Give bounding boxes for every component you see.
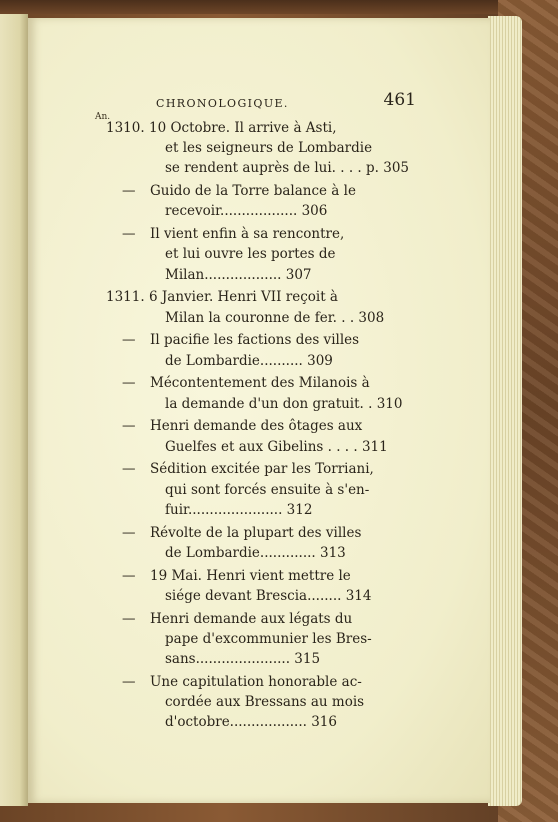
entry-line: fuir...................... 312 [165, 501, 313, 518]
cover-top-edge [0, 0, 558, 14]
entry-dash: — [122, 567, 136, 584]
entry-line: pape d'excommunier les Bres- [165, 630, 372, 647]
entry-line: Guelfes et aux Gibelins . . . . 311 [165, 438, 388, 455]
entry-dash: — [122, 418, 136, 435]
entry-line: 10 Octobre. Il arrive à Asti, [149, 120, 337, 136]
running-title: CHRONOLOGIQUE. [156, 97, 289, 110]
entry-dash: — [122, 332, 136, 349]
entry-line: 6 Janvier. Henri VII reçoit à [149, 289, 338, 306]
page-stack-edge [488, 16, 522, 806]
entry-dash: — [122, 610, 136, 627]
entry-dash: — [122, 461, 136, 478]
entry-dash: — [122, 524, 136, 541]
entry-line: et les seigneurs de Lombardie [165, 140, 373, 157]
entry-dash: — [122, 226, 136, 243]
entry-line: Mécontentement des Milanois à [150, 375, 370, 392]
entry-line: d'octobre.................. 316 [165, 714, 337, 731]
entry-line: Milan.................. 307 [165, 266, 312, 283]
page-number: 461 [383, 90, 416, 110]
entry-line: Guido de la Torre balance à le [150, 183, 356, 200]
entry-line: Révolte de la plupart des villes [150, 524, 362, 541]
entry-line: sans...................... 315 [165, 651, 321, 667]
entry-line: recevoir.................. 306 [165, 203, 328, 220]
entry-line: Sédition excitée par les Torriani, [150, 461, 374, 478]
entry-line: la demande d'un don gratuit. . 310 [165, 395, 403, 412]
page-header [156, 90, 416, 114]
entry-dash: — [122, 673, 136, 690]
marginal-mark: An. [95, 112, 111, 122]
entry-year: 1310. [106, 120, 145, 136]
entry-line: de Lombardie.......... 309 [165, 352, 333, 369]
entry-line: Henri demande aux légats du [150, 610, 353, 627]
entry-line: Il vient enfin à sa rencontre, [150, 226, 345, 243]
entry-line: Milan la couronne de fer. . . 308 [165, 309, 385, 326]
entry-line: Henri demande des ôtages aux [150, 418, 363, 435]
entry-line: Une capitulation honorable ac- [150, 673, 362, 690]
entry-dash: — [122, 183, 136, 200]
facing-page-edge [0, 14, 28, 806]
entry-line: de Lombardie............. 313 [165, 544, 346, 561]
entry-line: se rendent auprès de lui. . . . p. 305 [165, 160, 410, 177]
entry-line: et lui ouvre les portes de [165, 246, 336, 263]
entry-dash: — [122, 375, 136, 392]
entry-line: siége devant Brescia........ 314 [165, 587, 372, 604]
entry-line: qui sont forcés ensuite à s'en- [165, 481, 370, 498]
entry-line: cordée aux Bressans au mois [165, 694, 365, 710]
entry-year: 1311. [106, 289, 145, 306]
entry-line: Il pacifie les factions des villes [150, 332, 360, 349]
book-page [28, 18, 490, 803]
entry-line: 19 Mai. Henri vient mettre le [150, 567, 351, 584]
